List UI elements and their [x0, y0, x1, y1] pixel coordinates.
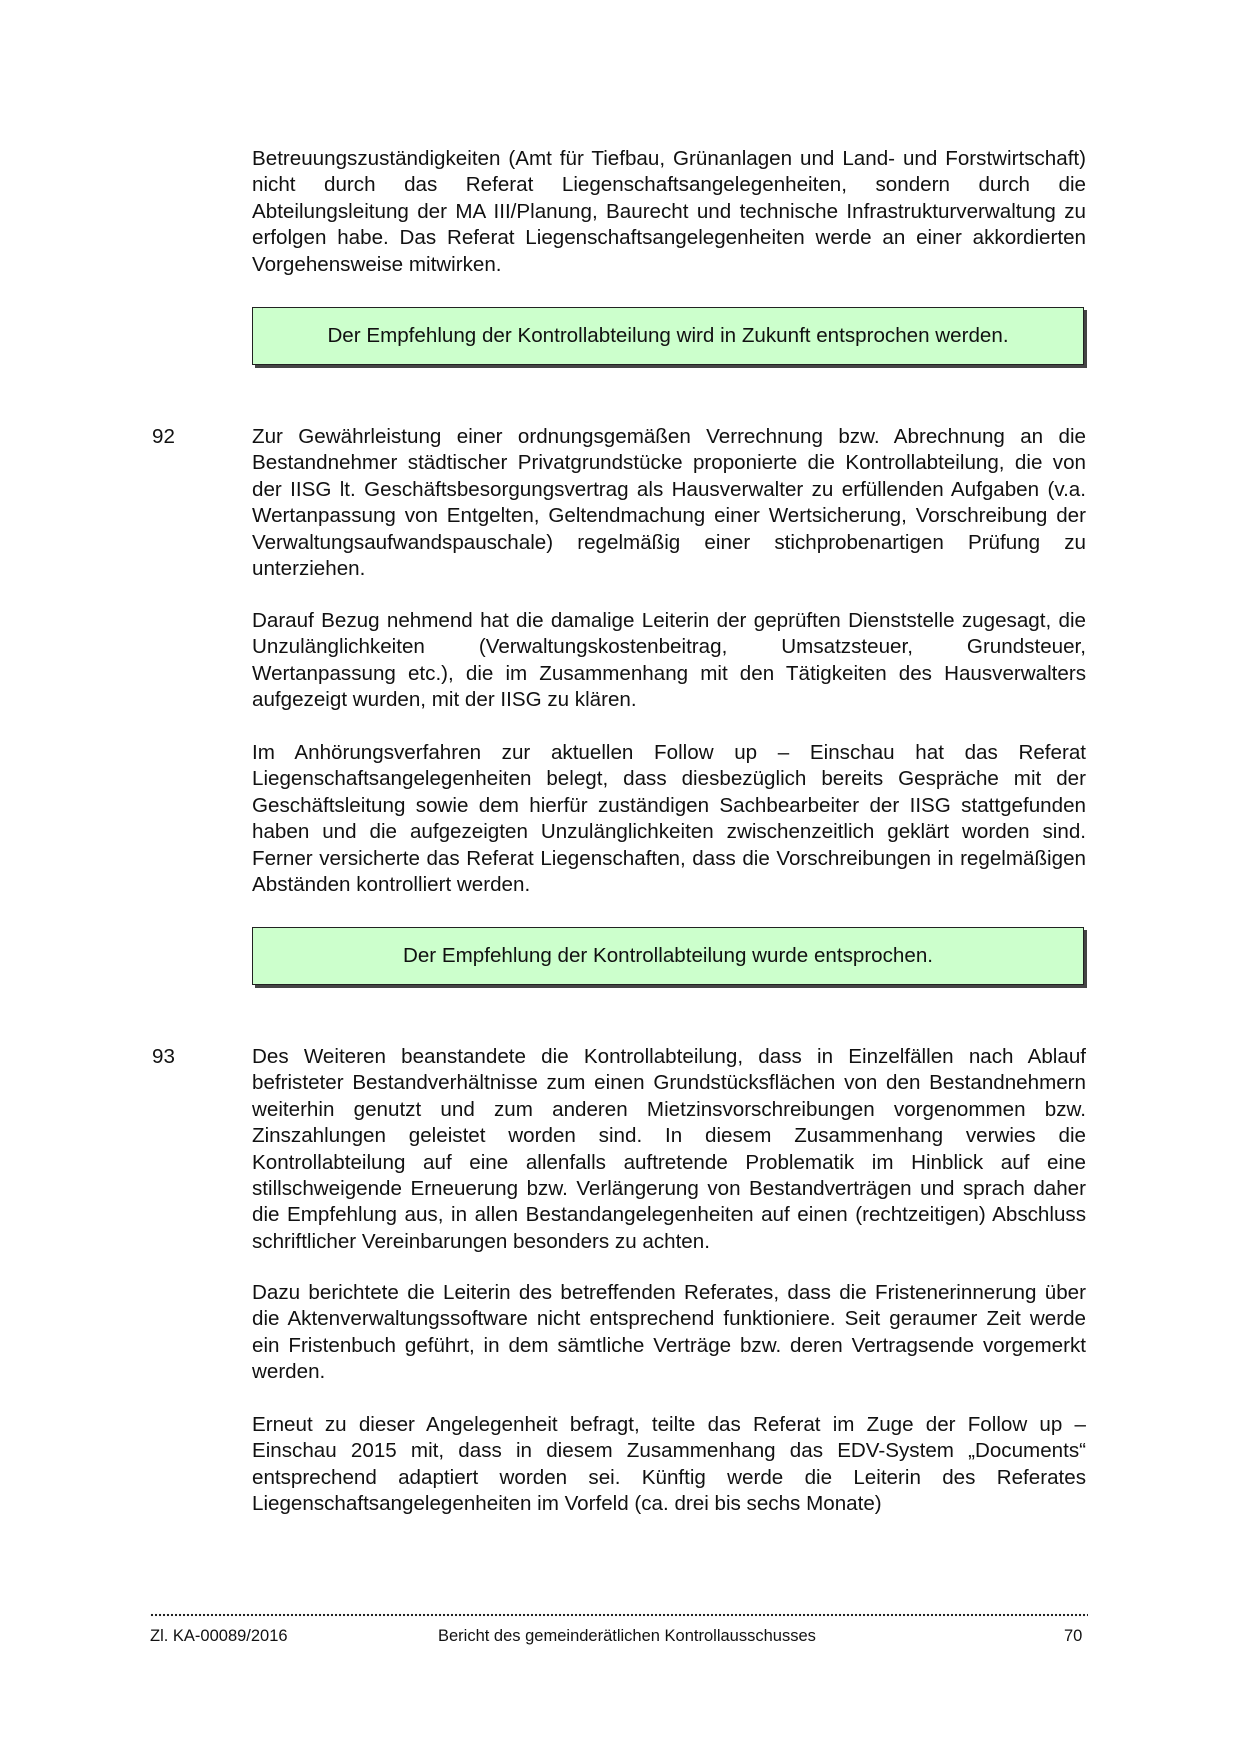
recommendation-box-1-text: Der Empfehlung der Kontrollabteilung wird in Zukunft entsprochen werden. — [327, 324, 1009, 347]
section-92-paragraph-2: Darauf Bezug nehmend hat die damalige Leiterin der geprüften Dienststelle zugesagt, die Unzulänglichkeiten (Verwaltungskostenbeitrag, Umsatzsteuer, Grundsteuer, Wertanpassung etc.), die im Zusammenhang mit den Tätigkeiten des Hausverwalters aufgezeigt wurden, mit der IISG zu klären. — [252, 609, 1086, 712]
footer-divider — [150, 1612, 1088, 1618]
section-number-93: 93 — [152, 1045, 175, 1068]
footer-report-title: Bericht des gemeinderätlichen Kontrollausschusses — [438, 1627, 816, 1645]
section-93-paragraph-2: Dazu berichtete die Leiterin des betreffenden Referates, dass die Fristenerinnerung über die Aktenverwaltungssoftware nicht entsprechend funktioniere. Seit geraumer Zeit werde ein Fristenbuch geführt, in dem sämtliche Verträge bzw. deren Vertragsende vorgemerkt werden. — [252, 1281, 1086, 1384]
footer-page-number: 70 — [1064, 1627, 1083, 1645]
section-93-paragraph-1: Des Weiteren beanstandete die Kontrollabteilung, dass in Einzelfällen nach Ablauf befristeter Bestandverhältnisse zum einen Grundstücksflächen von den Bestandnehmern weiterhin genutzt und zum anderen Mietzinsvorschreibungen vorgenommen bzw. Zinszahlungen geleistet worden sind. In diesem Zusammenhang verwies die Kontrollabteilung auf eine allenfalls auftretende Problematik im Hinblick auf eine stillschweigende Erneuerung bzw. Verlängerung von Bestandverträgen und sprach daher die Empfehlung aus, in allen Bestandangelegenheiten auf einen (rechtzeitigen) Abschluss schriftlicher Vereinbarungen besonders zu achten. — [252, 1045, 1086, 1253]
section-92-paragraph-3: Im Anhörungsverfahren zur aktuellen Follow up – Einschau hat das Referat Liegenschaftsangelegenheiten belegt, dass diesbezüglich bereits Gespräche mit der Geschäftsleitung sowie dem hierfür zuständigen Sachbearbeiter der IISG stattgefunden haben und die aufgezeigten Unzulänglichkeiten zwischenzeitlich geklärt worden sind. Ferner versicherte das Referat Liegenschaften, dass die Vorschreibungen in regelmäßigen Abständen kontrolliert werden. — [252, 741, 1086, 897]
section-number-92: 92 — [152, 425, 175, 448]
recommendation-box-2 — [252, 927, 1084, 985]
footer-document-id: Zl. KA-00089/2016 — [150, 1627, 288, 1645]
intro-paragraph: Betreuungszuständigkeiten (Amt für Tiefbau, Grünanlagen und Land- und Forstwirtschaft) nicht durch das Referat Liegenschaftsangelegenheiten, sondern durch die Abteilungsleitung der MA III/Planung, Baurecht und technische Infrastrukturverwaltung zu erfolgen habe. Das Referat Liegenschaftsangelegenheiten werde an einer akkordierten Vorgehensweise mitwirken. — [252, 147, 1086, 276]
recommendation-box-1 — [252, 307, 1084, 365]
recommendation-box-2-text: Der Empfehlung der Kontrollabteilung wurde entsprochen. — [402, 944, 934, 967]
section-93-paragraph-3: Erneut zu dieser Angelegenheit befragt, teilte das Referat im Zuge der Follow up – Einschau 2015 mit, dass in diesem Zusammenhang das EDV-System „Documents“ entsprechend adaptiert worden sei. Künftig werde die Leiterin des Referates Liegenschaftsangelegenheiten im Vorfeld (ca. drei bis sechs Monate) — [252, 1413, 1086, 1516]
section-92-paragraph-1: Zur Gewährleistung einer ordnungsgemäßen Verrechnung bzw. Abrechnung an die Bestandnehmer städtischer Privatgrundstücke proponierte die Kontrollabteilung, die von der IISG lt. Geschäftsbesorgungsvertrag als Hausverwalter zu erfüllenden Aufgaben (v.a. Wertanpassung von Entgelten, Geltendmachung einer Wertsicherung, Vorschreibung der Verwaltungsaufwandspauschale) regelmäßig einer stichprobenartigen Prüfung zu unterziehen. — [252, 425, 1086, 581]
